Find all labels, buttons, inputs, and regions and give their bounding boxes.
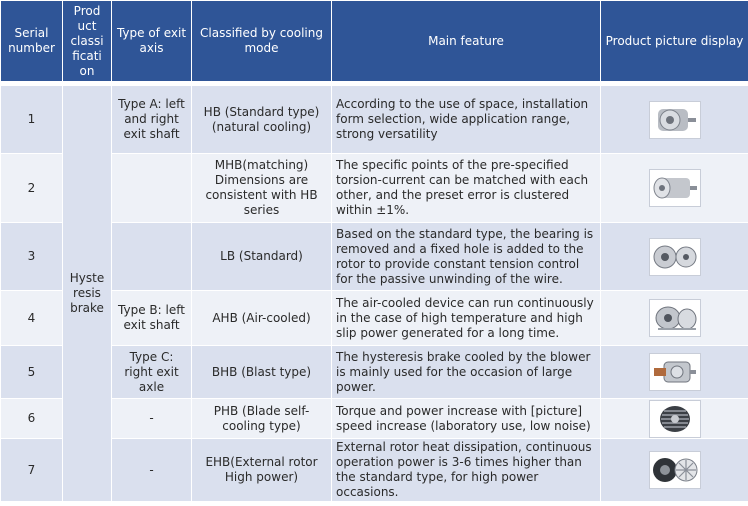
serial-cell: 3 [1,223,63,291]
product-category-cell: Hyste resis brake [63,86,112,502]
cooling-mode-cell: MHB(matching) Dimensions are consistent with HB series [192,154,332,223]
cooling-mode-cell: BHB (Blast type) [192,346,332,399]
ehb-brake-photo [649,451,701,489]
exit-axis-cell: Type A: left and right exit shaft [112,86,192,154]
cooling-mode-cell: EHB(External rotor High power) [192,439,332,502]
header-main-feature: Main feature [332,1,601,82]
exit-axis-cell: Type C: right exit axle [112,346,192,399]
serial-cell: 6 [1,399,63,439]
table-row [1,399,748,439]
cooling-mode-cell: HB (Standard type) (natural cooling) [192,86,332,154]
main-feature-cell: Torque and power increase with [picture] speed increase (laboratory use, low noise) [332,399,601,439]
header-row [1,1,748,82]
main-feature-cell: According to the use of space, installation form selection, wide application range, strong versatility [332,86,601,154]
exit-axis-cell [112,154,192,223]
serial-cell: 1 [1,86,63,154]
header-exit-axis: Type of exit axis [112,1,192,82]
serial-cell: 4 [1,291,63,346]
exit-axis-cell: Type B: left exit shaft [112,291,192,346]
lb-brake-photo [649,238,701,276]
table-row [1,154,748,223]
ahb-brake-photo [649,299,701,337]
exit-axis-cell: - [112,439,192,502]
table-row [1,291,748,346]
mhb-brake-photo [649,169,701,207]
main-feature-cell: The specific points of the pre-specified torsion-current can be matched with each other, and the preset error is clustered within ±1%. [332,154,601,223]
table-row [1,86,748,154]
header-picture: Product picture display [601,1,748,82]
cooling-mode-cell: LB (Standard) [192,223,332,291]
serial-cell: 2 [1,154,63,223]
serial-cell: 5 [1,346,63,399]
main-feature-cell: External rotor heat dissipation, continuous operation power is 3-6 times higher than the standard type, for high power occasions. [332,439,601,502]
header-serial: Serial number [1,1,63,82]
table-row [1,346,748,399]
main-feature-cell: The hysteresis brake cooled by the blower is mainly used for the occasion of large power. [332,346,601,399]
hb-brake-photo [649,101,701,139]
header-product-classification: Prod uct classi ficati on [63,1,112,82]
table-row [1,439,748,502]
header-cooling-mode: Classified by cooling mode [192,1,332,82]
bhb-brake-photo [649,353,701,391]
main-feature-cell: Based on the standard type, the bearing is removed and a fixed hole is added to the rotor to provide constant tension control for the passive unwinding of the wire. [332,223,601,291]
table-row [1,223,748,291]
cooling-mode-cell: PHB (Blade self-cooling type) [192,399,332,439]
phb-brake-photo [649,400,701,438]
serial-cell: 7 [1,439,63,502]
exit-axis-cell [112,223,192,291]
cooling-mode-cell: AHB (Air-cooled) [192,291,332,346]
exit-axis-cell: - [112,399,192,439]
main-feature-cell: The air-cooled device can run continuously in the case of high temperature and high slip power generated for a long time. [332,291,601,346]
